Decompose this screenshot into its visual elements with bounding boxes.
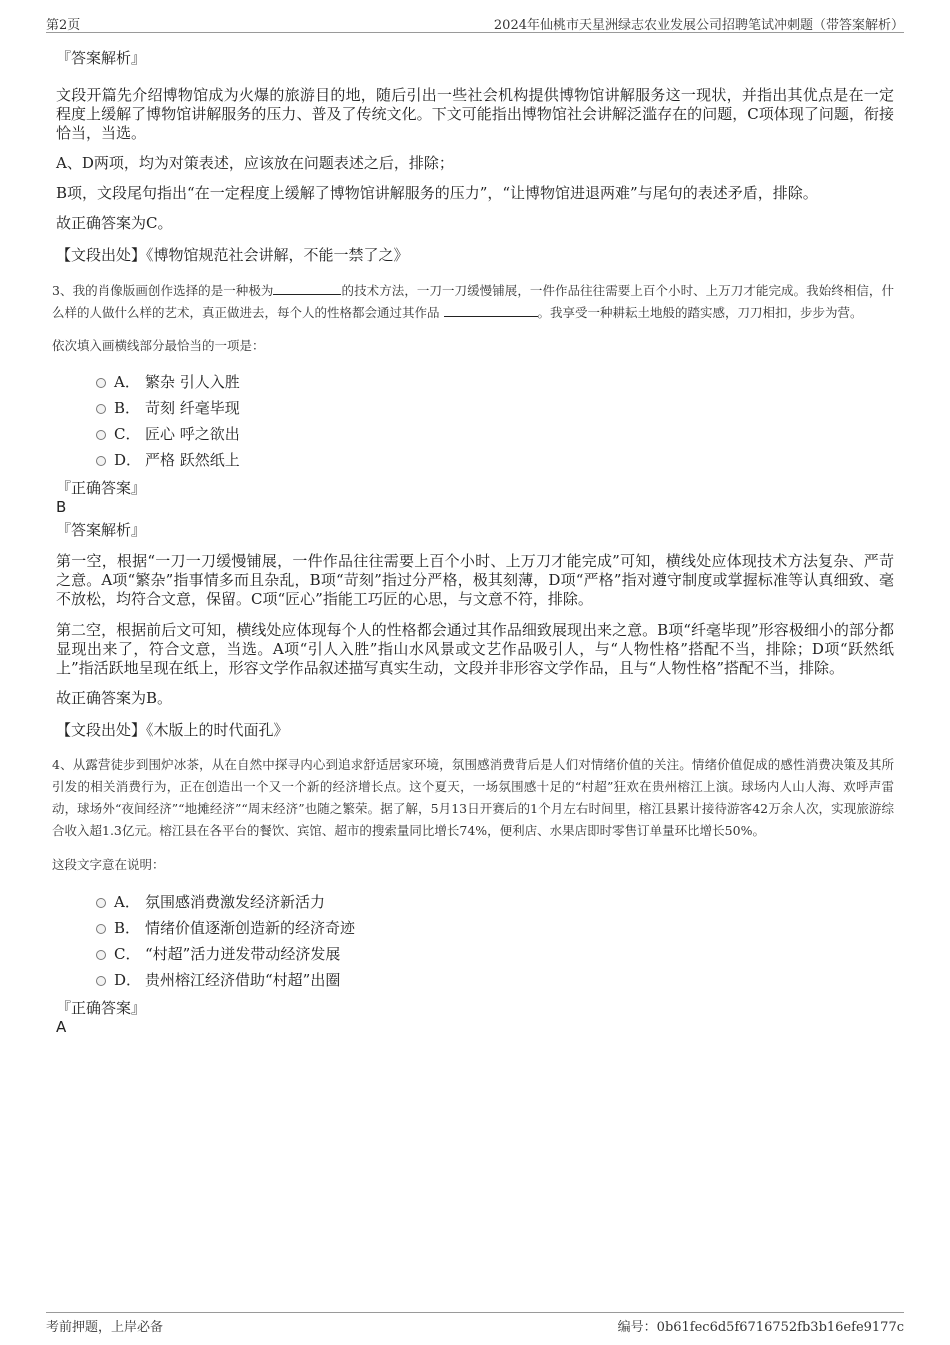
option-text: 严格 跃然纸上 (145, 451, 240, 469)
option-letter: D． (114, 451, 142, 469)
option-letter: D． (114, 971, 142, 989)
option-letter: C． (114, 425, 141, 443)
radio-icon[interactable] (96, 430, 106, 440)
page-header (46, 12, 904, 33)
q3-source (56, 720, 894, 740)
q4-answer: A (56, 1018, 67, 1036)
radio-icon[interactable] (96, 950, 106, 960)
radio-icon[interactable] (96, 976, 106, 986)
page-content (52, 44, 894, 1036)
option-text: “村超”活力迸发带动经济发展 (145, 945, 341, 963)
q3-stem-part1: 3、我的肖像版画创作选择的是一种极为 (52, 283, 274, 298)
q3-source-title: 《木版上的时代面孔》 (146, 721, 289, 739)
option-text: 繁杂 引人入胜 (145, 373, 240, 391)
q4-option-d[interactable] (56, 967, 894, 993)
q2-source-title: 《博物馆规范社会讲解，不能一禁了之》 (146, 246, 409, 264)
footer-slogan: 考前押题，上岸必备 (46, 1320, 164, 1335)
document-title: 2024年仙桃市天星洲绿志农业发展公司招聘笔试冲刺题（带答案解析） (493, 18, 904, 33)
q2-analysis-p1: 文段开篇先介绍博物馆成为火爆的旅游目的地，随后引出一些社会机构提供博物馆讲解服务这一现状，并指出其优点是在一定程度上缓解了博物馆讲解服务的压力、普及了传统文化。下文可能指出博物馆社会讲解泛滥存在的问题，C项体现了问题，衔接恰当，当选。 (56, 86, 894, 142)
q4-options (56, 889, 894, 993)
q3-blank-1 (273, 282, 341, 295)
radio-icon[interactable] (96, 898, 106, 908)
q3-analysis-p1: 第一空，根据“一刀一刀缓慢铺展，一件作品往往需要上百个小时、上万刀才能完成”可知，横线处应体现技术方法复杂、严苛之意。A项“繁杂”指事情多而且杂乱，B项“苛刻”指过分严格，极其刻薄，D项“严格”指对遵守制度或掌握标准等认真细致、毫不放松，均符合文意，保留。C项“匠心”指能工巧匠的心思，与文意不符，排除。 (56, 552, 894, 608)
q3-blank-2 (444, 304, 538, 317)
q2-analysis-label: 『答案解析』 (56, 49, 147, 67)
q2-conclusion: 故正确答案为C。 (56, 214, 173, 232)
option-letter: B． (114, 399, 141, 417)
q4-option-c[interactable] (56, 941, 894, 967)
q3-option-d[interactable] (56, 447, 894, 473)
q3-source-label: 【文段出处】 (56, 721, 147, 739)
option-text: 贵州榕江经济借助“村超”出圈 (145, 971, 341, 989)
q2-analysis-p3: B项，文段尾句指出“在一定程度上缓解了博物馆讲解服务的压力”，“让博物馆进退两难”与尾句的表述矛盾，排除。 (56, 184, 818, 202)
q3-stem-part3: 。我享受一种耕耘土地般的踏实感，刀刀相扣，步步为营。 (537, 305, 863, 320)
q3-stem-part2: 的技术方法，一刀一刀缓慢铺展，一件作品往往需要上百个小时、上万刀才能完成。我始终相信，什么样的人做什么样的艺术，真正做进去，每个人的性格都会通过其作品 (52, 283, 894, 320)
q3-options (56, 369, 894, 473)
q4-correct-label: 『正确答案』 (56, 999, 147, 1017)
option-text: 苛刻 纤毫毕现 (145, 399, 240, 417)
q2-source-label: 【文段出处】 (56, 246, 147, 264)
q4-prompt: 这段文字意在说明： (52, 857, 165, 872)
option-letter: A． (114, 893, 140, 911)
q3-option-a[interactable] (56, 369, 894, 395)
page-number: 第2页 (46, 18, 81, 33)
radio-icon[interactable] (96, 456, 106, 466)
page-footer (46, 1312, 904, 1337)
q3-analysis-label: 『答案解析』 (56, 521, 147, 539)
q3-option-b[interactable] (56, 395, 894, 421)
q2-source (56, 245, 894, 265)
q4-option-a[interactable] (56, 889, 894, 915)
option-letter: B． (114, 919, 141, 937)
q3-correct-label: 『正确答案』 (56, 479, 147, 497)
q3-option-c[interactable] (56, 421, 894, 447)
q3-conclusion: 故正确答案为B。 (56, 689, 173, 707)
radio-icon[interactable] (96, 924, 106, 934)
q3-analysis-p2: 第二空，根据前后文可知，横线处应体现每个人的性格都会通过其作品细致展现出来之意。B项“纤毫毕现”形容极细小的部分都显现出来了，符合文意，当选。A项“引人入胜”指山水风景或文艺作品吸引人，与“人物性格”搭配不当，排除；D项“跃然纸上”指活跃地呈现在纸上，形容文学作品叙述描写真实生动，文段并非形容文学作品，且与“人物性格”搭配不当，排除。 (56, 621, 894, 677)
q2-analysis-p2: A、D两项，均为对策表述，应该放在问题表述之后，排除； (56, 154, 454, 172)
option-letter: A． (114, 373, 140, 391)
option-text: 情绪价值逐渐创造新的经济奇迹 (145, 919, 356, 937)
option-letter: C． (114, 945, 141, 963)
option-text: 氛围感消费激发经济新活力 (145, 893, 326, 911)
radio-icon[interactable] (96, 404, 106, 414)
q4-stem: 4、从露营徒步到围炉冰茶，从在自然中探寻内心到追求舒适居家环境，氛围感消费背后是人们对情绪价值的关注。情绪价值促成的感性消费决策及其所引发的相关消费行为，正在创造出一个又一个新的经济增长点。这个夏天，一场氛围感十足的“村超”狂欢在贵州榕江上演。球场内人山人海、欢呼声雷动，球场外“夜间经济”“地摊经济”“周末经济”也随之繁荣。据了解，5月13日开赛后的1个月左右时间里，榕江县累计接待游客42万余人次，实现旅游综合收入超1.3亿元。榕江县在各平台的餐饮、宾馆、超市的搜索量同比增长74%，便利店、水果店即时零售订单量环比增长50%。 (52, 757, 894, 838)
option-text: 匠心 呼之欲出 (145, 425, 240, 443)
radio-icon[interactable] (96, 378, 106, 388)
q3-answer: B (56, 498, 67, 516)
q4-option-b[interactable] (56, 915, 894, 941)
q3-stem (52, 280, 894, 324)
document-id: 编号：0b61fec6d5f6716752fb3b16efe9177c (617, 1320, 904, 1335)
q3-prompt: 依次填入画横线部分最恰当的一项是： (52, 338, 265, 353)
